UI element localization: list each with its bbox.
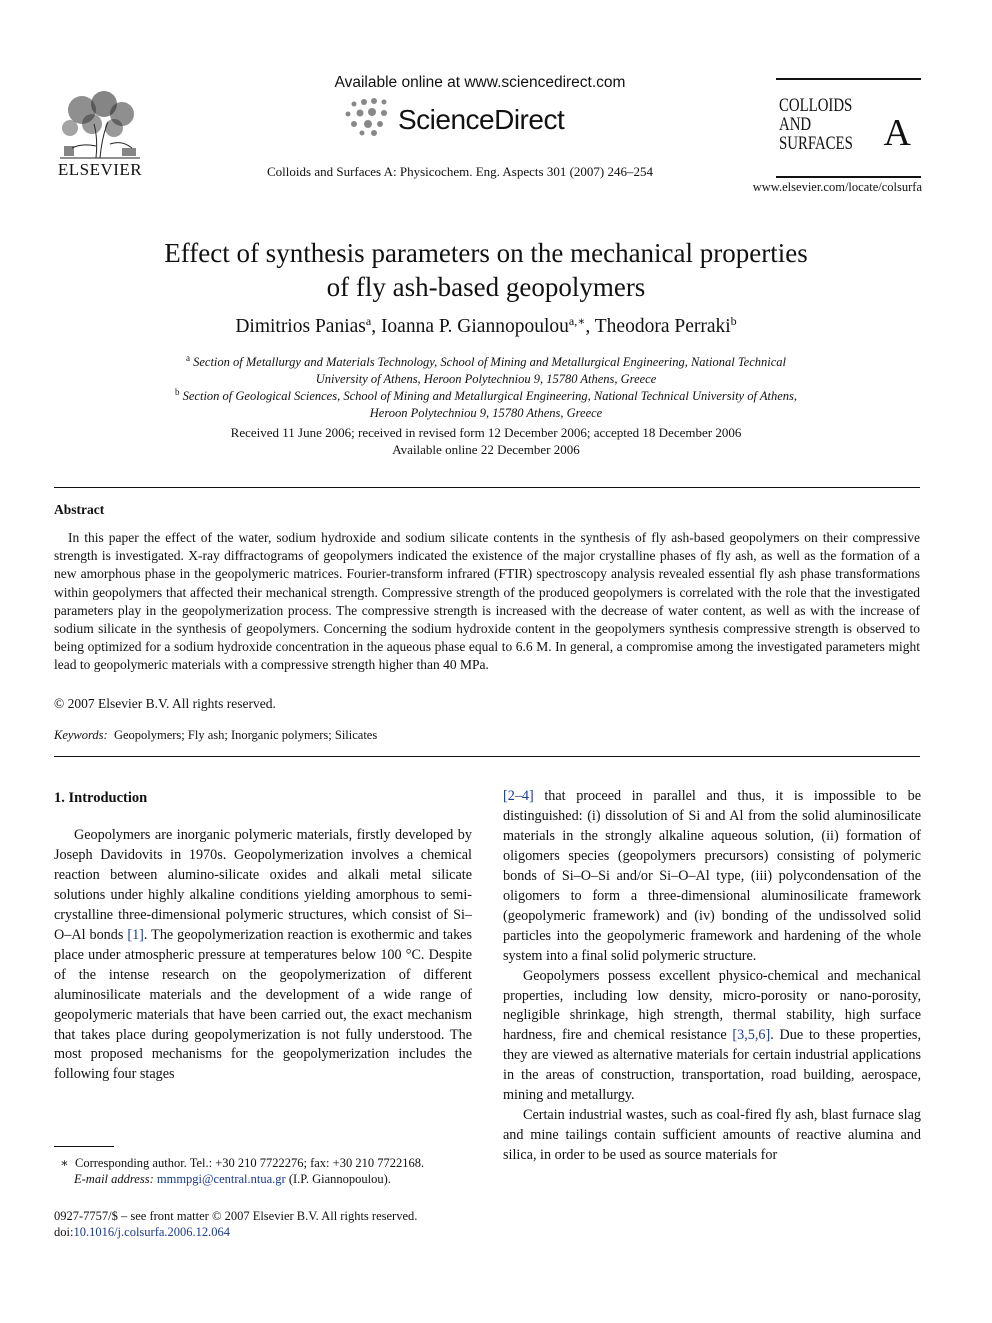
journal-logo-text: COLLOIDS AND SURFACES xyxy=(779,95,853,154)
author-list: Dimitrios Panias$^a$, Ioanna P. Giannopoulou$^{a,∗}$, Theodora Perraki$^b$ xyxy=(235,314,737,337)
citation-link[interactable]: [2–4] xyxy=(503,788,534,804)
abstract-body: In this paper the effect of the water, sodium hydroxide and sodium silicate contents in the synthesis of fly ash-based geopolymers on their compressive strength is investigated. X-ray diffractograms of geopolymers indicated the existence of the major crystalline phases of fly ash, as well as the formation of a new amorphous phase in the geopolymeric matrices. Fourier-transform infrared (FTIR) spectroscopy analysis revealed essential fly ash phase transformations within geopolymers that affected their mechanical strength. Compressive strength of the produced geopolymers is correlated with the role that the investigated parameters play in the geopolymerization process. The compressive strength is increased with the decrease of water content, as well as with the increase of sodium silicate in the synthesis of geopolymers. Concerning the sodium hydroxide content in the geopolymers synthesis compressive strength is observed to being optimized for a sodium hydroxide concentration in the aqueous phase equal to 6.6 M. In general, a compromise among the investigated parameters might lead to geopolymeric materials with a compressive strength higher than 40 MPa. xyxy=(54,530,920,673)
article-title: Effect of synthesis parameters on the mechanical properties of fly ash-based geopolymers xyxy=(164,238,808,302)
keywords xyxy=(54,728,377,743)
email-link[interactable]: mmmpgi@central.ntua.gr xyxy=(156,1172,286,1186)
column-left xyxy=(54,826,472,1085)
publisher-name: ELSEVIER xyxy=(57,160,143,179)
available-online-text: Available online at www.sciencedirect.com xyxy=(334,74,626,91)
corresponding-author-footnote: ∗ Corresponding author. Tel.: +30 210 7722276; fax: +30 210 7722168. E-mail address: mmmpgi@central.ntua.gr (I.P. Giannopoulou). xyxy=(60,1156,425,1186)
journal-reference: Colloids and Surfaces A: Physicochem. Eng. Aspects 301 (2007) 246–254 xyxy=(267,164,653,179)
author-name[interactable]: Theodora Perraki xyxy=(594,316,731,337)
author-name[interactable]: Ioanna P. Giannopoulou xyxy=(380,316,569,337)
paragraph: Geopolymers are inorganic polymeric materials, firstly developed by Joseph Davidovits in 1970s. Geopolymerization involves a chemical reaction between alumino-silicate oxides and alkali metal silicate solutions under highly alkaline conditions yielding amorphous to semi-crystalline three-dimensional polymeric structures, which consist of Si–O–Al bonds [1]. The geopolymerization reaction is exothermic and takes place under atmospheric pressure at temperatures below 100 °C. Despite of the intense research on the geopolymerization of different aluminosilicate materials and the development of a wide range of geopolymeric materials that have been carried out, the exact mechanism that takes place during geopolymerization is not fully understood. The most proposed mechanisms for the geopolymerization includes the following four stages xyxy=(54,827,472,1083)
journal-logo xyxy=(776,78,921,178)
author-affil-mark: a xyxy=(365,314,372,328)
divider xyxy=(54,487,920,488)
affiliation-a: $^a$ Section of Metallurgy and Materials Technology, School of Mining and Metallurgical Engineering, National Technical University of Athens, Heroon Polytechniou 9, 15780 Athens, Greece xyxy=(185,353,786,387)
footnote-divider xyxy=(54,1146,114,1147)
journal-url[interactable]: www.elsevier.com/locate/colsurfa xyxy=(752,180,922,194)
author-affil-mark: a,∗ xyxy=(568,314,586,328)
abstract-copyright: © 2007 Elsevier B.V. All rights reserved. xyxy=(54,696,276,711)
paragraph: Geopolymers possess excellent physico-chemical and mechanical properties, including low density, micro-porosity or nano-porosity, negligible shrinkage, high strength, thermal stability, high surface hardness, fire and chemical resistance [3,5,6]. Due to these properties, they are viewed as alternative materials for certain industrial applications in the areas of construction, transportation, road building, aerospace, mining and metallurgy. xyxy=(503,967,921,1104)
article-history: Received 11 June 2006; received in revised form 12 December 2006; accepted 18 December 2006 Available online 22 December 2006 xyxy=(230,425,742,457)
abstract-heading: Abstract xyxy=(54,502,105,517)
keywords-label: Keywords: xyxy=(54,728,108,742)
doi-link[interactable]: 10.1016/j.colsurfa.2006.12.064 xyxy=(73,1225,231,1239)
journal-logo-letter: A xyxy=(883,112,911,154)
author-affil-mark: b xyxy=(730,314,737,328)
divider xyxy=(54,756,920,757)
column-right xyxy=(503,787,921,1166)
citation-link[interactable]: [1] xyxy=(127,926,144,943)
paragraph: Certain industrial wastes, such as coal-fired fly ash, blast furnace slag and mine tailings contain sufficient amounts of reactive alumina and silica, in order to be used as source materials for xyxy=(503,1107,921,1164)
paragraph: [2–4] that proceed in parallel and thus, it is impossible to be distinguished: (i) dissolution of Si and Al from the solid aluminosilicate materials in the strongly alkaline aqueous solution, (ii) formation of oligomers species (geopolymers precursors) consisting of polymeric bonds of Si–O–Si and/or Si–O–Al type, (iii) polycondensation of the oligomers to form a three-dimensional aluminosilicate framework (geopolymeric framework) and (iv) bonding of the undissolved solid particles into the geopolymeric framework and hardening of the whole system into a final solid polymeric structure. xyxy=(503,788,921,964)
front-matter: 0927-7757/$ – see front matter © 2007 Elsevier B.V. All rights reserved. doi:10.1016/j.colsurfa.2006.12.064 xyxy=(54,1209,418,1239)
author-name[interactable]: Dimitrios Panias xyxy=(235,316,366,337)
affiliation-b: $^b$ Section of Geological Sciences, School of Mining and Metallurgical Engineering, National Technical University of Athens, Heroon Polytechniou 9, 15780 Athens, Greece xyxy=(175,387,797,421)
citation-link[interactable]: [3,5,6] xyxy=(732,1027,771,1044)
section-heading-introduction: 1. Introduction xyxy=(54,790,148,806)
sciencedirect-logo: ScienceDirect xyxy=(398,104,565,135)
keywords-list: Geopolymers; Fly ash; Inorganic polymers; Silicates xyxy=(113,728,378,742)
